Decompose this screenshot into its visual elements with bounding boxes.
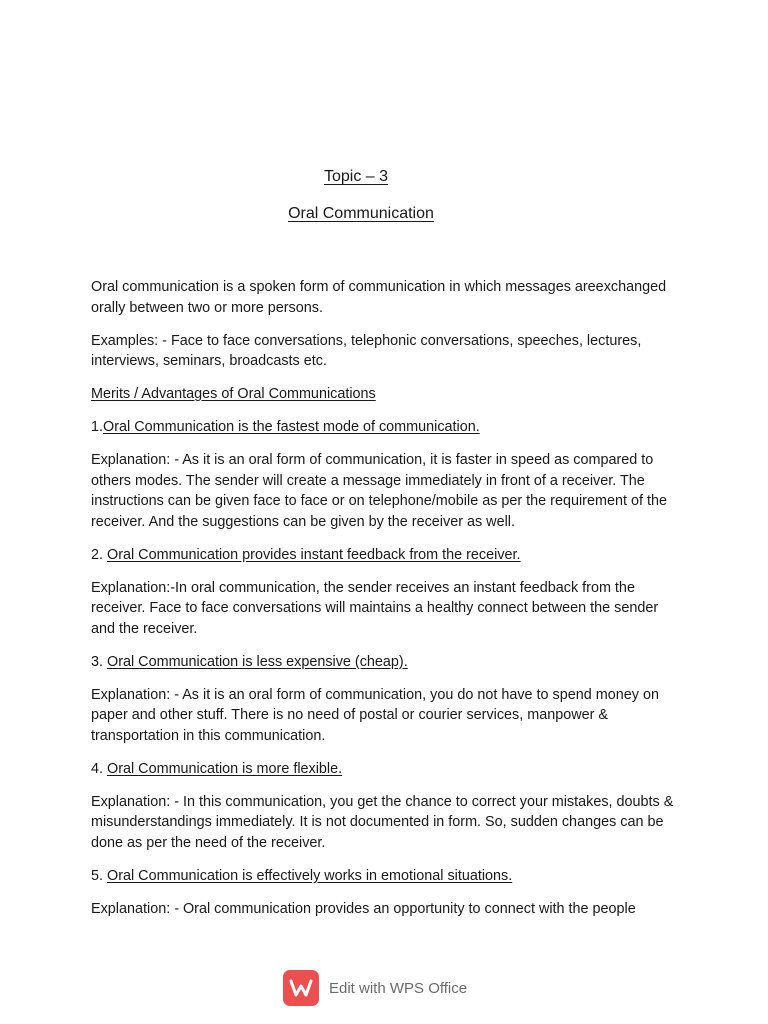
point-number: 1. [91, 419, 104, 435]
point-explanation: Explanation:-In oral communication, the sender receives an instant feedback from the receiver. Face to face conversations will maintains a healthy connect between the sender and the receiver. [91, 579, 659, 637]
point-number: 3. [91, 653, 107, 670]
point-heading [91, 759, 681, 780]
point-number: 2. [91, 546, 107, 563]
point-explanation: Explanation: - As it is an oral form of communication, it is faster in speed as compared to others modes. The sender will create a message immediately in front of a receiver. The instructions can be given face to face or on telephone/mobile as per the requirement of the receiver. And the suggestions can be given by the receiver as well. [91, 452, 667, 530]
point-explanation: Explanation: - Oral communication provides an opportunity to connect with the people [91, 900, 636, 917]
examples-paragraph: Examples: - Face to face conversations, telephonic conversations, speeches, lectures, interviews, seminars, broadcasts etc. [91, 332, 642, 369]
point-number: 5. [91, 867, 107, 884]
wps-logo-icon [283, 970, 319, 1006]
point-title: Oral Communication is more flexible. [107, 760, 343, 777]
intro-paragraph: Oral communication is a spoken form of communication in which messages areexchanged orally between two or more persons. [91, 279, 667, 316]
wps-edit-link[interactable] [283, 970, 467, 1006]
point-title: Oral Communication provides instant feedback from the receiver. [107, 546, 521, 563]
merits-heading: Merits / Advantages of Oral Communications [91, 386, 376, 402]
point-heading [91, 545, 681, 566]
document-body [91, 277, 681, 932]
point-title: Oral Communication is effectively works in emotional situations. [107, 867, 513, 884]
topic-heading: Topic – 3 [323, 168, 389, 185]
wps-edit-label: Edit with WPS Office [329, 979, 468, 997]
point-heading [91, 866, 681, 887]
point-heading [91, 417, 681, 438]
point-explanation: Explanation: - In this communication, you get the chance to correct your mistakes, doubts & misunderstandings immediately. It is not documented in form. So, sudden changes can be done as per the need of the receiver. [91, 793, 674, 851]
point-number: 4. [91, 760, 107, 777]
point-title: Oral Communication is less expensive (cheap). [107, 653, 408, 670]
page-title: Oral Communication [288, 205, 434, 222]
point-explanation: Explanation: - As it is an oral form of communication, you do not have to spend money on paper and other stuff. There is no need of postal or courier services, manpower & transportation in this communication. [91, 686, 659, 744]
point-heading [91, 652, 681, 673]
point-title: Oral Communication is the fastest mode of communication. [103, 419, 480, 435]
